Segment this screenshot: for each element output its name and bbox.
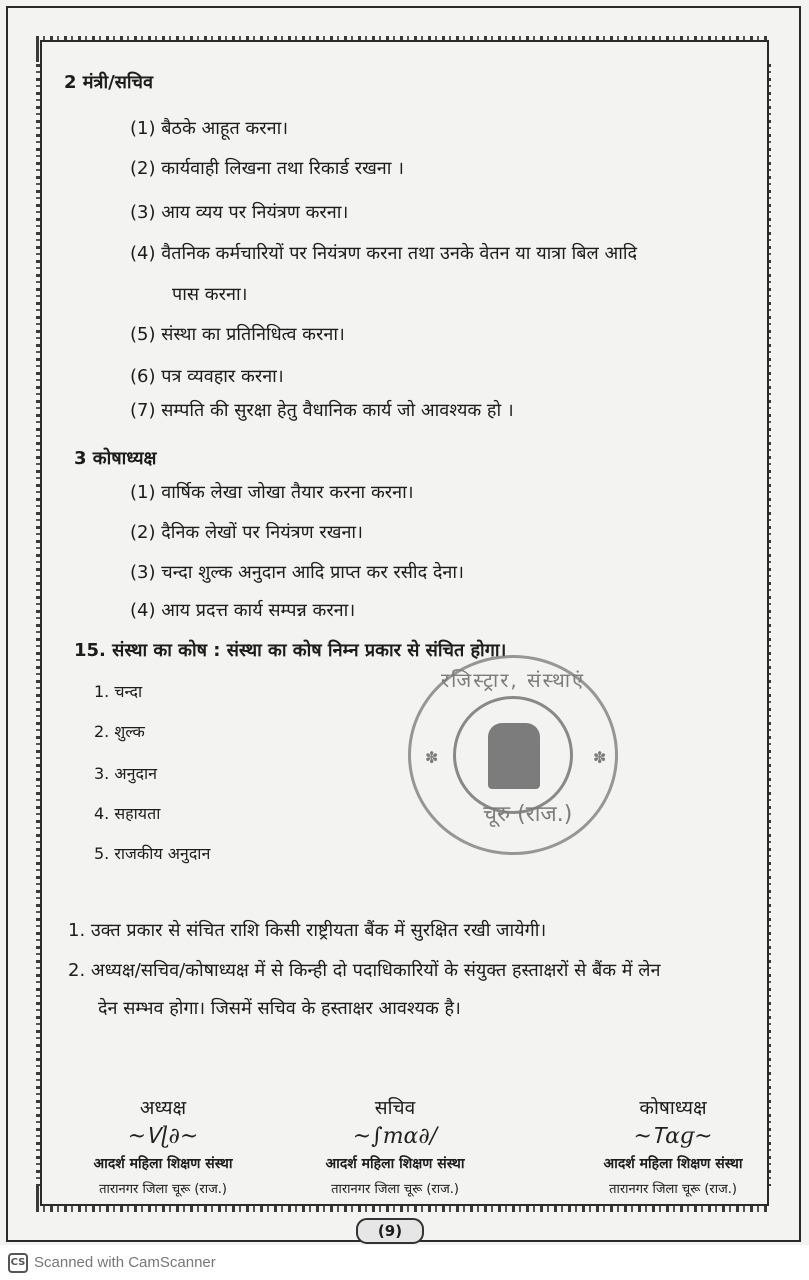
fund-heading: 15. संस्था का कोष : संस्था का कोष निम्न प्रकार से संचित होगा। (74, 640, 507, 661)
signature-treasurer (578, 1094, 768, 1197)
page-number: (9) (356, 1218, 424, 1244)
treasurer-heading: 3 कोषाध्यक्ष (74, 448, 157, 469)
handwritten-signature: ~∫mɑ∂/ (352, 1124, 438, 1149)
emblem-icon (488, 723, 540, 789)
secretary-duty-2: (2) कार्यवाही लिखना तथा रिकार्ड रखना । (130, 158, 405, 179)
signature-org: आदर्श महिला शिक्षण संस्था (93, 1156, 233, 1172)
signature-title: कोषाध्यक्ष (639, 1097, 707, 1119)
signature-org: आदर्श महिला शिक्षण संस्था (603, 1156, 743, 1172)
secretary-duty-6: (6) पत्र व्यवहार करना। (130, 366, 284, 387)
signature-place: तारानगर जिला चूरू (राज.) (609, 1182, 737, 1197)
fund-source-5: 5. राजकीय अनुदान (94, 844, 211, 863)
signature-place: तारानगर जिला चूरू (राज.) (99, 1182, 227, 1197)
treasurer-duty-3: (3) चन्दा शुल्क अनुदान आदि प्राप्त कर रसीद देना। (130, 562, 464, 583)
seal-bottom-text: चूरु (राज.) (483, 802, 573, 827)
signature-org: आदर्श महिला शिक्षण संस्था (325, 1156, 465, 1172)
handwritten-signature: ~Ꮩɭ∂~ (127, 1124, 199, 1149)
camscanner-logo-icon: CS (8, 1253, 28, 1273)
handwritten-signature: ~Ꭲɑɡ~ (633, 1124, 713, 1149)
fund-source-1: 1. चन्दा (94, 682, 143, 701)
secretary-duty-7: (7) सम्पति की सुरक्षा हेतु वैधानिक कार्य जो आवश्यक हो । (130, 400, 514, 421)
treasurer-duty-2: (2) दैनिक लेखों पर नियंत्रण रखना। (130, 522, 363, 543)
bank-note-1: 1. उक्त प्रकार से संचित राशि किसी राष्ट्रीयता बैंक में सुरक्षित रखी जायेगी। (68, 920, 547, 941)
fund-source-4: 4. सहायता (94, 804, 161, 823)
treasurer-duty-1: (1) वार्षिक लेखा जोखा तैयार करना करना। (130, 482, 414, 503)
signature-place: तारानगर जिला चूरू (राज.) (331, 1182, 459, 1197)
fund-source-3: 3. अनुदान (94, 764, 157, 783)
signature-title: अध्यक्ष (139, 1097, 187, 1119)
signature-secretary (300, 1094, 490, 1197)
secretary-duty-4: (4) वैतनिक कर्मचारियों पर नियंत्रण करना तथा उनके वेतन या यात्रा बिल आदि (130, 243, 638, 264)
secretary-duty-1: (1) बैठके आहूत करना। (130, 118, 289, 139)
fund-source-2: 2. शुल्क (94, 722, 145, 741)
bank-note-2-cont: देन सम्भव होगा। जिसमें सचिव के हस्ताक्षर आवश्यक है। (98, 998, 461, 1019)
signature-title: सचिव (374, 1097, 416, 1119)
scanner-watermark-text: Scanned with CamScanner (34, 1254, 216, 1271)
signature-president (68, 1094, 258, 1197)
treasurer-duty-4: (4) आय प्रदत्त कार्य सम्पन्न करना। (130, 600, 356, 621)
secretary-heading: 2 मंत्री/सचिव (64, 72, 153, 93)
official-seal (408, 655, 618, 855)
secretary-duty-4-cont: पास करना। (172, 284, 248, 305)
star-icon: ✽ (425, 748, 439, 767)
bank-note-2: 2. अध्यक्ष/सचिव/कोषाध्यक्ष में से किन्ही दो पदाधिकारियों के संयुक्त हस्ताक्षरों से बैंक में लेन (68, 960, 661, 981)
seal-inner-ring (453, 696, 573, 814)
scanner-footer (0, 1245, 809, 1280)
secretary-duty-5: (5) संस्था का प्रतिनिधित्व करना। (130, 324, 345, 345)
star-icon: ✽ (593, 748, 607, 767)
secretary-duty-3: (3) आय व्यय पर नियंत्रण करना। (130, 202, 349, 223)
seal-top-text: रजिस्ट्रार, संस्थाएं (441, 668, 586, 692)
